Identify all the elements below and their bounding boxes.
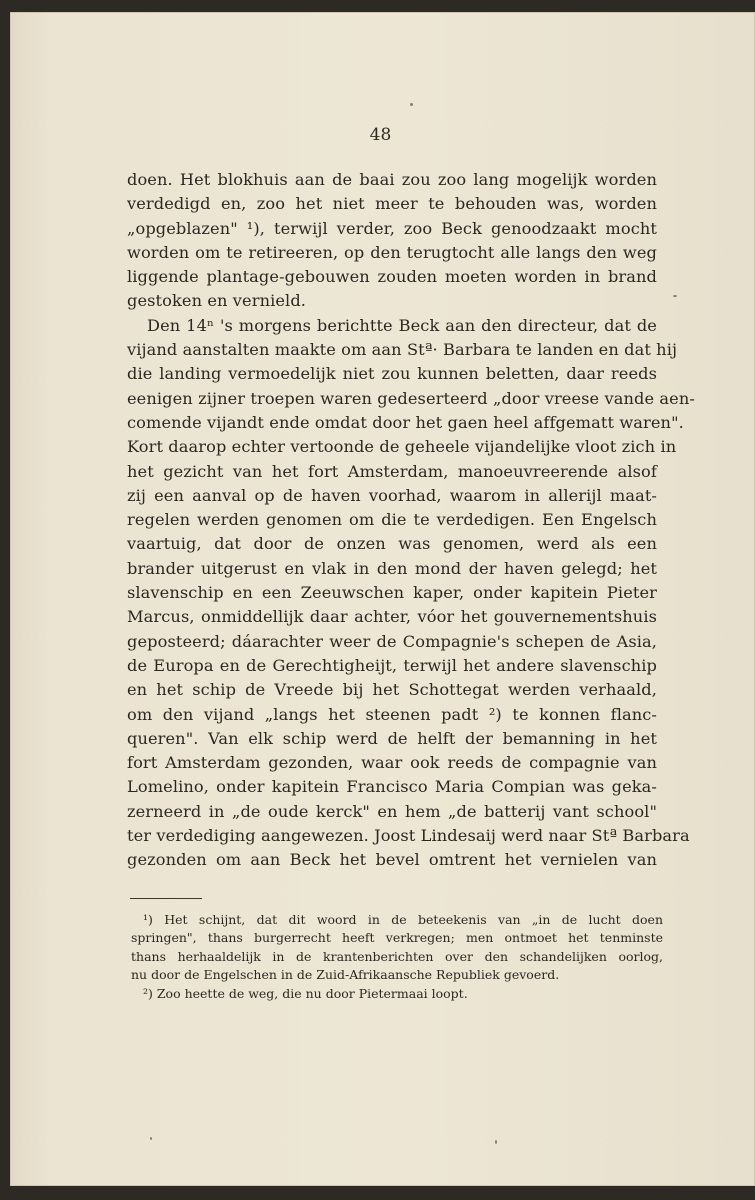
text-line: gezonden om aan Beck het bevel omtrent het vernielen van — [127, 850, 657, 870]
text-line: om den vijand „langs het steenen padt ²) te konnen flanc- — [127, 704, 657, 724]
text-line: regelen werden genomen om die te verdedigen. Een Engelsch — [127, 510, 657, 530]
footnote-divider — [130, 898, 202, 899]
text-line: slavenschip en een Zeeuwschen kaper, onder kapitein Pieter — [127, 583, 657, 603]
text-line: Den 14ⁿ 's morgens berichtte Beck aan den directeur, dat de — [147, 315, 657, 335]
text-line: Lomelino, onder kapitein Francisco Maria Compian was geka- — [127, 777, 657, 797]
text-line: liggende plantage-gebouwen zouden moeten worden in brand — [127, 267, 657, 287]
text-line: Kort daarop echter vertoonde de geheele vijandelijke vloot zich in — [127, 437, 677, 457]
text-line: comende vijandt ende omdat door het gaen heel affgematt waren". — [127, 412, 684, 432]
page-number: 48 — [369, 125, 392, 145]
text-line: vaartuig, dat door de onzen was genomen, werd als een — [127, 534, 657, 554]
footnote-line: ²) Zoo heette de weg, die nu door Pietermaai loopt. — [143, 985, 468, 1001]
text-line: fort Amsterdam gezonden, waar ook reeds de compagnie van — [127, 753, 657, 773]
text-line: brander uitgerust en vlak in den mond der haven gelegd; het — [127, 558, 657, 578]
text-line: zij een aanval op de haven voorhad, waarom in allerijl maat- — [127, 485, 657, 505]
text-line: en het schip de Vreede bij het Schottegat werden verhaald, — [127, 680, 657, 700]
text-line: „opgeblazen" ¹), terwijl verder, zoo Beck genoodzaakt mocht — [127, 218, 657, 238]
footnote-line: thans herhaaldelijk in de krantenberichten over den schandelijken oorlog, — [131, 948, 663, 964]
paper-speck — [410, 103, 413, 106]
text-line: verdedigd en, zoo het niet meer te behouden was, worden — [127, 194, 657, 214]
text-line: ter verdediging aangewezen. Joost Lindesaij werd naar Stª Barbara — [127, 826, 690, 846]
paper-speck — [150, 1137, 152, 1140]
text-line: de Europa en de Gerechtigheijt, terwijl het andere slavenschip — [127, 655, 657, 675]
footnote-line: nu door de Engelschen in de Zuid-Afrikaansche Republiek gevoerd. — [131, 967, 560, 983]
text-line: worden om te retireeren, op den terugtocht alle langs den weg — [127, 242, 657, 262]
text-line: zerneerd in „de oude kerck" en hem „de batterij vant school" — [127, 801, 657, 821]
text-line: geposteerd; dáarachter weer de Compagnie's schepen de Asia, — [127, 631, 657, 651]
paper-speck — [495, 1140, 497, 1144]
text-line: eenigen zijner troepen waren gedeserteerd „door vreese vande aen- — [127, 388, 695, 408]
text-line: doen. Het blokhuis aan de baai zou zoo lang mogelijk worden — [127, 170, 657, 189]
body-text — [127, 168, 695, 873]
text-line: vijand aanstalten maakte om aan Stª· Barbara te landen en dat hij — [127, 340, 678, 360]
text-line: het gezicht van het fort Amsterdam, manoeuvreerende alsof — [127, 461, 657, 481]
text-line: gestoken en vernield. — [127, 291, 307, 311]
footnotes — [131, 911, 663, 1003]
text-line: Marcus, onmiddellijk daar achter, vóor het gouvernementshuis — [127, 607, 657, 627]
text-line: queren". Van elk schip werd de helft der bemanning in het — [127, 728, 657, 748]
footnote-line: springen", thans burgerrecht heeft verkregen; men ontmoet het tenminste — [131, 930, 663, 946]
footnote-line: ¹) Het schijnt, dat dit woord in de beteekenis van „in de lucht doen — [143, 912, 663, 927]
paper-speck — [673, 295, 677, 297]
text-line: die landing vermoedelijk niet zou kunnen beletten, daar reeds — [127, 364, 657, 384]
